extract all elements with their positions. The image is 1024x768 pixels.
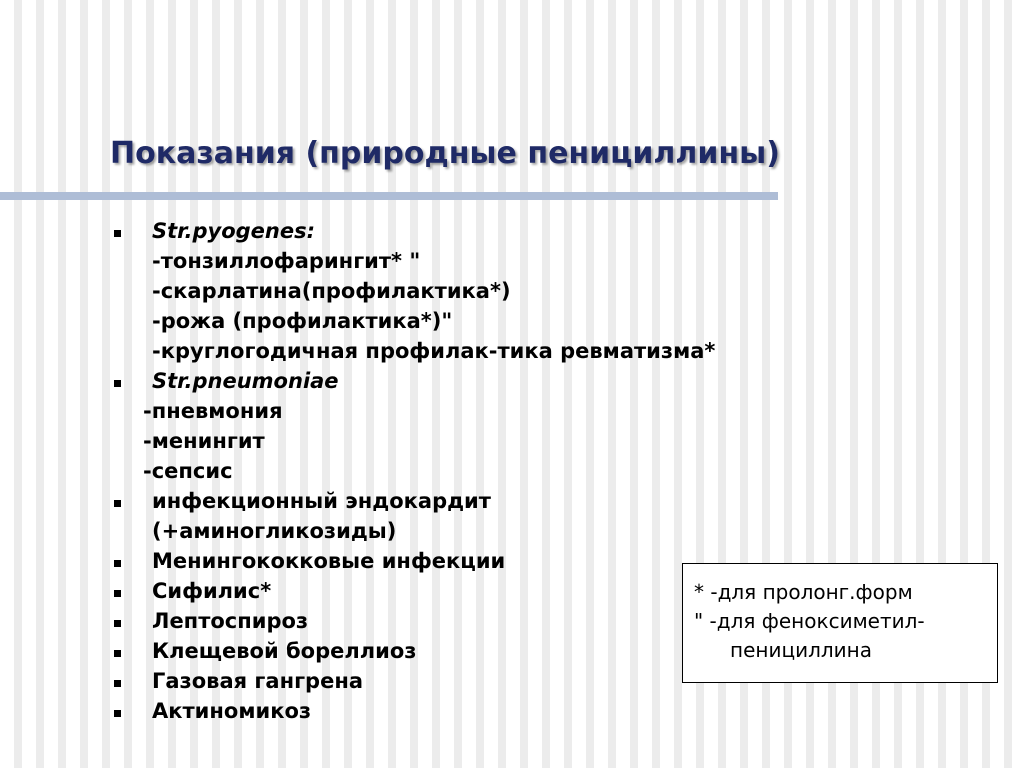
bullet-square-icon xyxy=(114,560,121,567)
bullet-square-icon xyxy=(114,650,121,657)
list-item-gas-gangrene: Газовая гангрена xyxy=(152,669,364,693)
list-subitem-tonsillopharyngitis: -тонзиллофарингит* " xyxy=(152,249,421,273)
list-item-str-pneumoniae: Str.pneumoniae xyxy=(152,369,339,393)
list-subitem-pneumonia: -пневмония xyxy=(143,399,283,423)
list-item-str-pyogenes: Str.pyogenes: xyxy=(152,219,316,243)
list-subitem-scarlet-fever: -скарлатина(профилактика*) xyxy=(152,279,511,303)
list-subitem-aminoglycosides: (+аминогликозиды) xyxy=(152,519,397,543)
list-item-actinomycosis: Актиномикоз xyxy=(152,699,312,723)
bullet-square-icon xyxy=(114,710,121,717)
bullet-square-icon xyxy=(114,590,121,597)
list-item-syphilis: Сифилис* xyxy=(152,579,272,603)
list-item-leptospirosis: Лептоспироз xyxy=(152,609,309,633)
list-item-endocarditis: инфекционный эндокардит xyxy=(152,489,491,513)
bullet-square-icon xyxy=(114,680,121,687)
list-subitem-meningitis: -менингит xyxy=(143,429,265,453)
bullet-square-icon xyxy=(114,230,121,237)
bullet-square-icon xyxy=(114,500,121,507)
footnote-line-phenoxymethyl: " -для феноксиметил- xyxy=(694,609,925,633)
footnote-line-penicillin: пенициллина xyxy=(730,638,872,662)
list-subitem-erysipelas: -рожа (профилактика*)" xyxy=(152,309,453,333)
bullet-square-icon xyxy=(114,380,121,387)
list-item-borreliosis: Клещевой бореллиоз xyxy=(152,639,417,663)
bullet-square-icon xyxy=(114,620,121,627)
list-subitem-rheumatism-prophylaxis: -круглогодичная профилак-тика ревматизма* xyxy=(152,339,716,363)
slide-title: Показания (природные пенициллины) xyxy=(110,136,780,171)
list-subitem-sepsis: -сепсис xyxy=(143,459,233,483)
list-item-meningococcal: Менингококковые инфекции xyxy=(152,549,506,573)
footnote-box xyxy=(682,563,998,683)
footnote-line-prolonged: * -для пролонг.форм xyxy=(694,580,913,604)
